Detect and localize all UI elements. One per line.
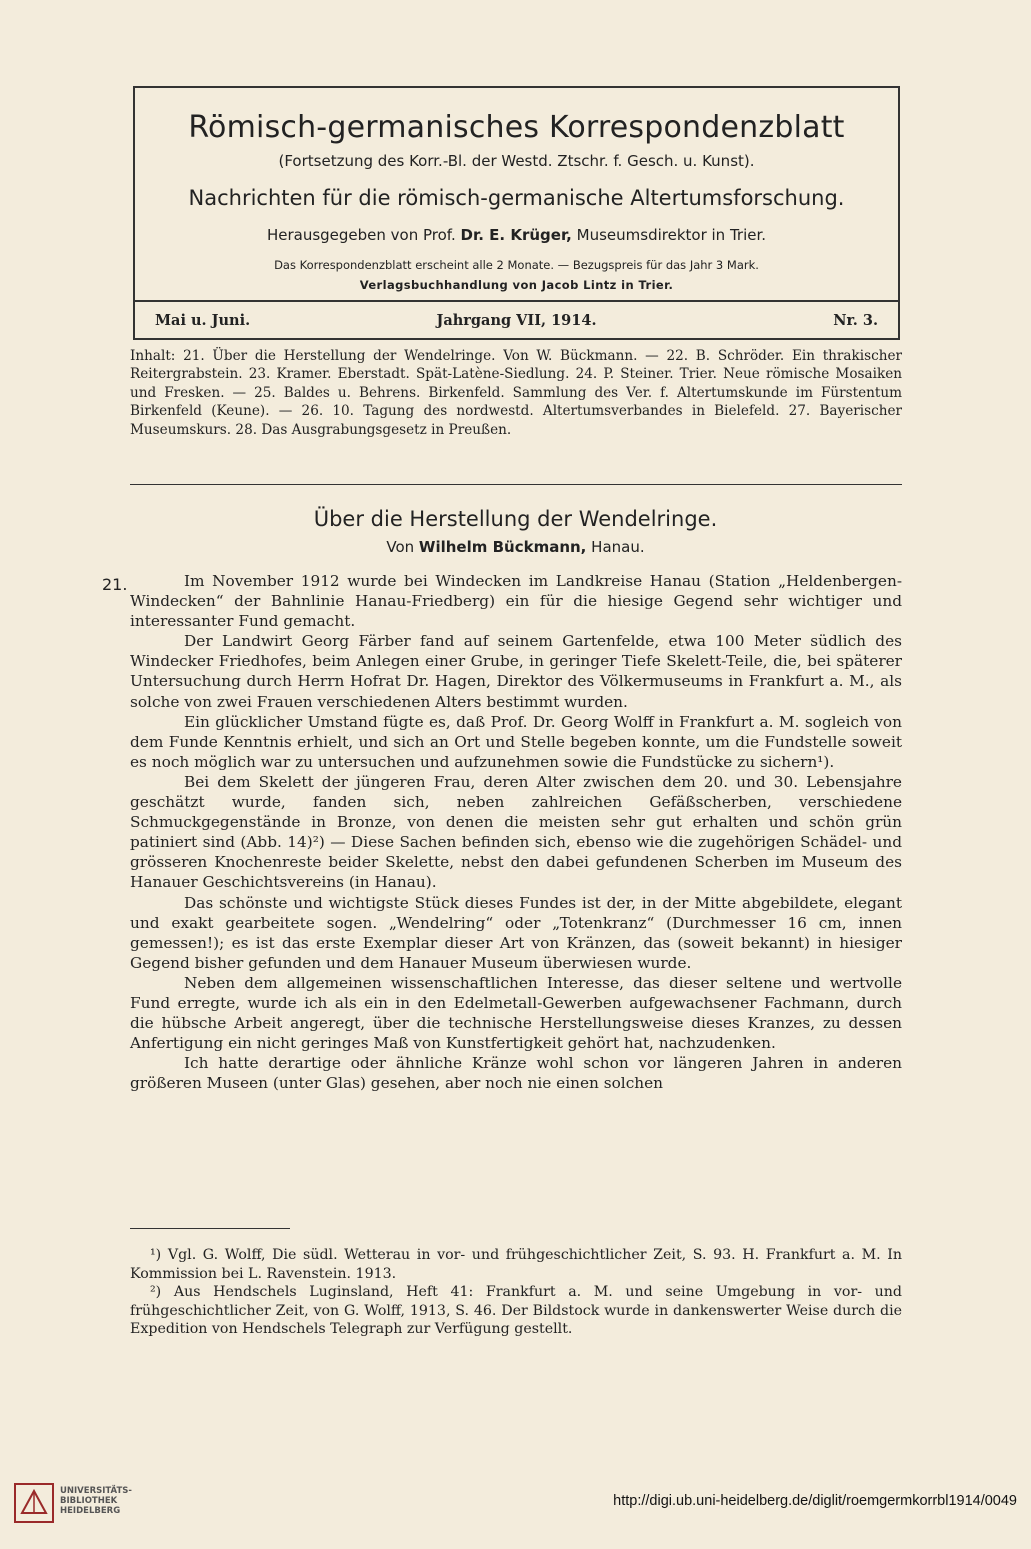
paragraph: Neben dem allgemeinen wissenschaftlichen Interesse, das dieser seltene und wertvolle Fund erregte, wurde ich als ein in den Edelmetall-Gewerben aufgewachsener Fachmann, durch die hübsche Arbeit angeregt, über die technische Herstellungsweise dieses Kranzes, zu dessen Anfertigung ein nicht geringes Maß von Kunstfertigkeit gehört hat, nachzudenken. bbox=[130, 973, 902, 1053]
paragraph: Im November 1912 wurde bei Windecken im Landkreise Hanau (Station „Heldenbergen-Windecken“ der Bahnlinie Hanau-Friedberg) ein für die hiesige Gegend sehr wichtiger und interessanter Fund gemacht. bbox=[130, 572, 902, 631]
library-logo-icon bbox=[14, 1483, 54, 1523]
issue-number: Nr. 3. bbox=[833, 312, 878, 329]
library-name bbox=[60, 1486, 132, 1516]
frequency-line: Das Korrespondenzblatt erscheint alle 2 Monate. — Bezugspreis für das Jahr 3 Mark. bbox=[274, 258, 759, 272]
paragraph: Ich hatte derartige oder ähnliche Kränze wohl schon vor längeren Jahren in anderen größeren Museen (unter Glas) gesehen, aber noch nie einen solchen bbox=[130, 1054, 902, 1093]
editor-name: Dr. E. Krüger, bbox=[460, 226, 572, 244]
article-title: Über die Herstellung der Wendelringe. bbox=[313, 507, 718, 531]
contents-text: 21. Über die Herstellung der Wendelringe. Von W. Bückmann. — 22. B. Schröder. Ein thrakischer Reitergrabstein. 23. Kramer. Eberstadt. Spät-Latène-Siedlung. 24. P. Steiner. Trier. Neue römische Mosaiken und Fresken. — 25. Baldes u. Behrens. Birkenfeld. Sammlung des Ver. f. Altertumskunde im Fürstentum Birkenfeld (Keune). — 26. 10. Tagung des nordwestd. Altertumsverbandes in Bielefeld. 27. Bayerischer Museumskurs. 28. Das Ausgrabungsgesetz in Preußen. bbox=[130, 348, 902, 438]
masthead-divider bbox=[135, 300, 898, 302]
article-body bbox=[130, 571, 902, 1093]
masthead-box bbox=[133, 86, 900, 340]
editor-line bbox=[135, 226, 898, 244]
journal-news-line: Nachrichten für die römisch-germanische Altertumsforschung. bbox=[188, 186, 845, 210]
footnotes bbox=[130, 1246, 902, 1339]
table-of-contents bbox=[130, 347, 902, 439]
source-url-link[interactable]: http://digi.ub.uni-heidelberg.de/diglit/roemgermkorrbl1914/0049 bbox=[613, 1493, 1017, 1509]
editor-suffix: Museumsdirektor in Trier. bbox=[576, 226, 767, 244]
journal-subtitle: (Fortsetzung des Korr.-Bl. der Westd. Ztschr. f. Gesch. u. Kunst). bbox=[278, 152, 755, 170]
library-name-line: HEIDELBERG bbox=[60, 1506, 121, 1516]
footnote-divider bbox=[130, 1228, 290, 1229]
author-name: Wilhelm Bückmann, bbox=[418, 538, 587, 556]
article-number: 21. bbox=[102, 575, 128, 594]
author-prefix: Von bbox=[386, 538, 415, 556]
journal-title: Römisch-germanisches Korrespondenzblatt bbox=[188, 110, 845, 145]
issue-months: Mai u. Juni. bbox=[155, 312, 251, 329]
library-name-line: UNIVERSITÄTS- bbox=[60, 1486, 132, 1496]
author-place: Hanau. bbox=[591, 538, 645, 556]
editor-prefix: Herausgegeben von Prof. bbox=[266, 226, 456, 244]
paragraph: Das schönste und wichtigste Stück dieses Fundes ist der, in der Mitte abgebildete, elegant und exakt gearbeitete sogen. „Wendelring“ oder „Totenkranz“ (Durchmesser 16 cm, innen gemessen!); es ist das erste Exemplar dieser Art von Kränzen, das (soweit bekannt) in hiesiger Gegend bisher gefunden und dem Hanauer Museum überwiesen wurde. bbox=[130, 893, 902, 972]
paragraph: Der Landwirt Georg Färber fand auf seinem Gartenfelde, etwa 100 Meter südlich des Windecker Friedhofes, beim Anlegen einer Grube, in geringer Tiefe Skelett-Teile, die, bei späterer Untersuchung durch Herrn Hofrat Dr. Hagen, Direktor des Völkermuseums in Frankfurt a. M., als solche von zwei Frauen verschiedenen Alters bestimmt wurden. bbox=[130, 632, 902, 711]
library-name-line: BIBLIOTHEK bbox=[60, 1496, 118, 1506]
publisher-line: Verlagsbuchhandlung von Jacob Lintz in Trier. bbox=[359, 278, 674, 292]
contents-divider bbox=[130, 484, 902, 485]
article-author bbox=[0, 538, 1031, 556]
footnote: ²) Aus Hendschels Luginsland, Heft 41: Frankfurt a. M. und seine Umgebung in vor- und frühgeschichtlicher Zeit, von G. Wolff, 1913, S. 46. Der Bildstock wurde in dankenswerter Weise durch die Expedition von Hendschels Telegraph zur Verfügung gestellt. bbox=[130, 1284, 902, 1338]
contents-label: Inhalt: bbox=[130, 348, 176, 364]
paragraph: Ein glücklicher Umstand fügte es, daß Prof. Dr. Georg Wolff in Frankfurt a. M. sogleich von dem Funde Kenntnis erhielt, und sich an Ort und Stelle begeben konnte, um die Fundstelle soweit es noch möglich war zu untersuchen und aufzunehmen sowie die Fundstücke zu sichern¹). bbox=[130, 712, 902, 771]
paragraph: Bei dem Skelett der jüngeren Frau, deren Alter zwischen dem 20. und 30. Lebensjahre geschätzt wurde, fanden sich, neben zahlreichen Gefäßscherben, verschiedene Schmuckgegenstände in Bronze, von denen die meisten sehr gut erhalten und schön grün patiniert sind (Abb. 14)²) — Diese Sachen befinden sich, ebenso wie die zugehörigen Schädel- und grösseren Knochenreste beider Skelette, nebst den dabei gefundenen Scherben im Museum des Hanauer Geschichtsvereins (in Hanau). bbox=[130, 772, 902, 892]
issue-volume: Jahrgang VII, 1914. bbox=[436, 312, 597, 329]
footnote: ¹) Vgl. G. Wolff, Die südl. Wetterau in vor- und frühgeschichtlicher Zeit, S. 93. H. Frankfurt a. M. In Kommission bei L. Ravenstein. 1913. bbox=[130, 1247, 902, 1282]
